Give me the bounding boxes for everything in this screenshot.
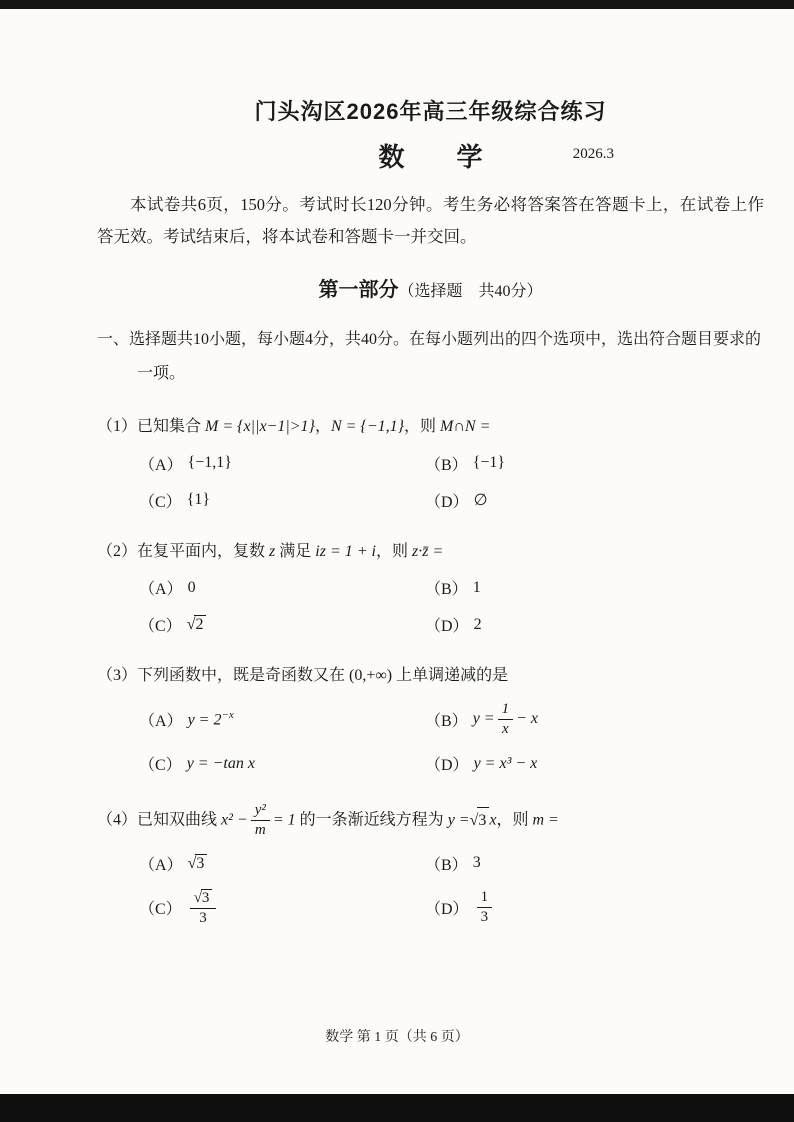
fraction: [498, 701, 514, 739]
option-2b: [425, 576, 764, 599]
stem-text: ，则: [496, 811, 533, 829]
formula-prefix: y =: [472, 710, 495, 728]
stem-math: = 1: [272, 811, 296, 829]
option-4b: [425, 852, 764, 875]
denominator: m: [254, 822, 266, 839]
radicand: 2: [194, 615, 206, 634]
stem-text: 满足: [275, 542, 316, 560]
stem-text: 上单调递减的是: [392, 667, 509, 685]
question-3-stem: [97, 663, 764, 689]
question-1-stem: [97, 414, 764, 440]
option-2c: [139, 613, 425, 636]
option-label: （B）: [425, 456, 468, 474]
stem-text: （1）已知集合: [97, 417, 206, 435]
option-label: （D）: [425, 757, 469, 775]
radical: [188, 854, 208, 873]
stem-text: ，: [314, 417, 331, 435]
radicand: 3: [201, 889, 213, 907]
stem-math: N = {−1,1}: [330, 417, 405, 435]
radicand: 3: [477, 807, 489, 834]
option-value: {1}: [186, 491, 211, 509]
formula-base: y = 2: [187, 711, 222, 729]
option-2d: [425, 613, 764, 636]
question-3-options: [139, 701, 764, 776]
radical: [470, 807, 490, 834]
radical-sign: √: [186, 616, 196, 634]
denominator: 3: [480, 909, 489, 926]
exam-title: 门头沟区2026年高三年级综合练习: [254, 99, 607, 124]
question-2: [97, 539, 764, 637]
stem-math: z: [269, 542, 276, 560]
option-value: {−1}: [472, 454, 506, 472]
radical: [194, 889, 213, 907]
scan-edge-top: [0, 0, 794, 9]
option-value: 0: [187, 578, 196, 596]
option-label: （D）: [425, 493, 469, 511]
radical-sign: √: [193, 889, 202, 906]
fraction: [251, 802, 270, 840]
option-4c: [139, 889, 425, 928]
subject-row: [97, 138, 764, 176]
question-4-stem: [97, 802, 764, 840]
option-value: {−1,1}: [187, 454, 232, 472]
question-1: [97, 414, 764, 512]
option-label: （A）: [139, 856, 183, 874]
option-label: （A）: [139, 581, 183, 599]
stem-math: iz = 1 + i: [315, 542, 376, 560]
scan-edge-bottom: [0, 1094, 794, 1122]
fraction: [190, 889, 217, 928]
exam-date: 2026.3: [572, 146, 614, 162]
option-label: （C）: [139, 901, 182, 919]
option-3a: [139, 708, 425, 731]
radical-sign: √: [469, 811, 479, 829]
option-1a: [139, 452, 425, 475]
option-formula: y = −tan x: [186, 754, 255, 772]
stem-math: x² −: [221, 811, 248, 829]
option-label: （A）: [139, 456, 183, 474]
option-2a: [139, 576, 425, 599]
formula-suffix: − x: [516, 710, 538, 728]
option-formula: y = x³ − x: [473, 754, 538, 772]
option-label: （C）: [139, 618, 182, 636]
option-label: （B）: [425, 581, 468, 599]
option-formula: [188, 709, 234, 729]
stem-text: （3）下列函数中，既是奇函数又在: [97, 667, 350, 685]
stem-math: M = {x||x−1|>1}: [205, 417, 315, 435]
stem-math: z·z̄ =: [412, 542, 444, 560]
numerator: y²: [251, 802, 270, 821]
option-label: （C）: [139, 757, 182, 775]
question-4: [97, 802, 764, 927]
stem-text: ，则: [404, 417, 441, 435]
numerator: 1: [477, 889, 493, 908]
exponent: −x: [221, 709, 234, 722]
option-label: （D）: [425, 618, 469, 636]
question-2-options: [139, 576, 764, 636]
section-heading: [97, 273, 764, 302]
option-3c: [139, 752, 425, 775]
stem-math: y =: [447, 811, 470, 829]
stem-math: (0,+∞): [349, 667, 393, 685]
denominator: x: [502, 720, 509, 737]
stem-text: （4）已知双曲线: [97, 811, 222, 829]
option-value: 3: [472, 854, 481, 872]
stem-math: m =: [532, 811, 559, 829]
option-4d: [425, 889, 764, 927]
option-label: （D）: [425, 901, 469, 919]
stem-text: 的一条渐近线方程为: [295, 811, 448, 829]
stem-math: M∩N =: [440, 417, 491, 435]
section-title: 第一部分: [318, 279, 399, 302]
page-footer: 数学 第 1 页（共 6 页）: [325, 1030, 469, 1045]
question-2-stem: [97, 539, 764, 565]
exam-instructions: 本试卷共6页，150分。考试时长120分钟。考生务必将答案答在答题卡上，在试卷上作答无效。考试结束后，将本试卷和答题卡一并交回。: [97, 195, 764, 247]
stem-math: x: [489, 811, 497, 829]
stem-text: （2）在复平面内，复数: [97, 542, 270, 560]
denominator: 3: [199, 909, 207, 926]
numerator: 1: [498, 701, 514, 720]
stem-text: ，则: [375, 542, 412, 560]
option-1c: [139, 489, 425, 512]
directions-line2: 一项。: [137, 365, 186, 383]
radical: [187, 615, 207, 634]
option-label: （C）: [139, 493, 182, 511]
option-1d: [425, 489, 764, 512]
radical-sign: √: [187, 854, 197, 872]
option-3d: [425, 752, 764, 775]
option-label: （B）: [425, 712, 468, 730]
option-value: ∅: [473, 492, 488, 510]
option-value: 2: [473, 615, 482, 633]
option-value: 1: [472, 578, 481, 596]
question-4-options: [139, 852, 764, 928]
option-1b: [425, 452, 764, 475]
question-1-options: [139, 452, 764, 512]
section-subtitle: （选择题 共40分）: [398, 283, 543, 301]
directions-line1: 一、选择题共10小题，每小题4分，共40分。在每小题列出的四个选项中，选出符合题目要求的: [97, 331, 762, 349]
subject-title: 数 学: [378, 142, 483, 172]
option-label: （B）: [425, 856, 468, 874]
option-3b: [425, 701, 764, 739]
option-4a: [139, 852, 425, 875]
numerator: [190, 889, 217, 909]
option-label: （A）: [139, 712, 183, 730]
fraction: [477, 889, 493, 927]
radicand: 3: [195, 854, 207, 873]
question-3: [97, 663, 764, 775]
choice-directions: [97, 328, 764, 387]
